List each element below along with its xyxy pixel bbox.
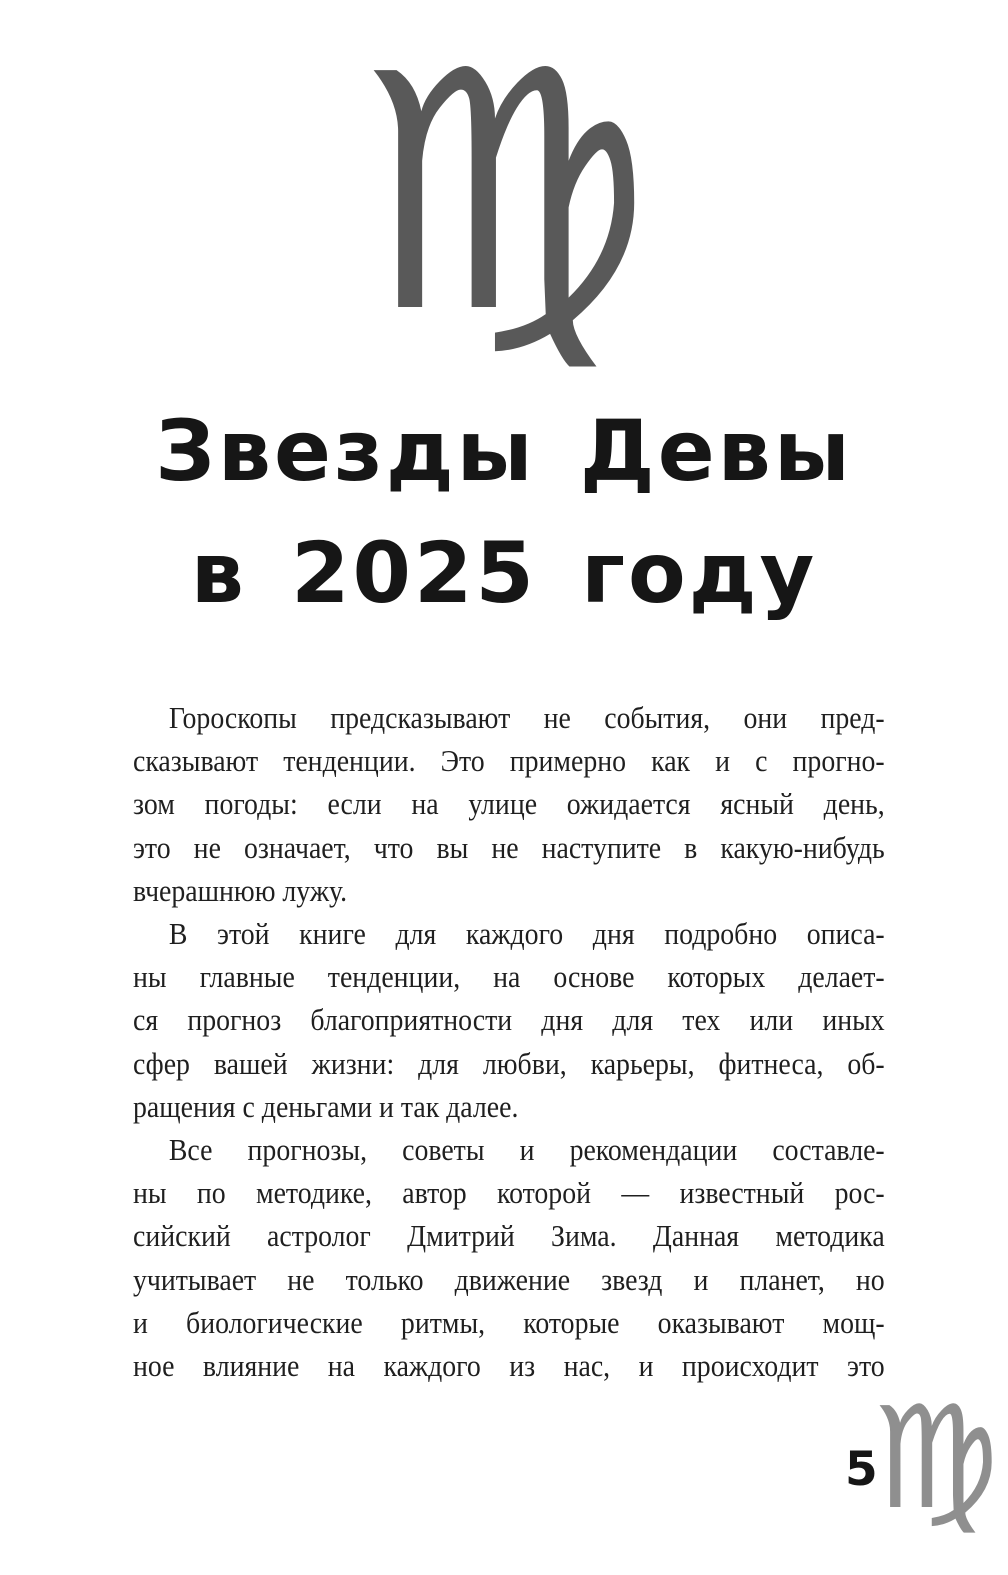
body-line: зом погоды: если на улице ожидается ясный день, [133, 786, 885, 822]
body-line: ны главные тенденции, на основе которых делает- [133, 959, 885, 995]
page-title-line-2: в 2025 году [190, 524, 818, 622]
virgo-icon-large: ♍ [356, 1, 652, 385]
body-line: сказывают тенденции. Это примерно как и с прогно- [133, 743, 885, 779]
body-line: ращения с деньгами и так далее. [133, 1088, 519, 1124]
body-line: ное влияние на каждого из нас, и происходит это [133, 1348, 885, 1384]
body-line: В этой книге для каждого дня подробно описа- [168, 916, 885, 952]
body-line: Гороскопы предсказывают не события, они пред- [168, 700, 885, 735]
body-line: ся прогноз благоприятности дня для тех или иных [133, 1002, 885, 1038]
body-line: учитывает не только движение звезд и планет, но [133, 1261, 885, 1297]
body-line: сийский астролог Дмитрий Зима. Данная методика [133, 1218, 885, 1254]
body-line: вчерашнюю лужу. [133, 872, 348, 908]
virgo-icon-small: ♍ [872, 1376, 1000, 1541]
page-title-line-1: Звезды Девы [155, 402, 853, 500]
body-line: это не означает, что вы не наступите в какую-нибудь [133, 829, 885, 865]
body-line: Все прогнозы, советы и рекомендации составле- [168, 1132, 885, 1168]
page-title [0, 390, 1008, 634]
body-text [133, 696, 885, 1387]
body-line: сфер вашей жизни: для любви, карьеры, фитнеса, об- [133, 1045, 885, 1081]
body-line: ны по методике, автор которой — известный рос- [133, 1175, 885, 1211]
body-line: и биологические ритмы, которые оказывают мощ- [133, 1304, 885, 1340]
page-number: 5 [845, 1442, 878, 1497]
